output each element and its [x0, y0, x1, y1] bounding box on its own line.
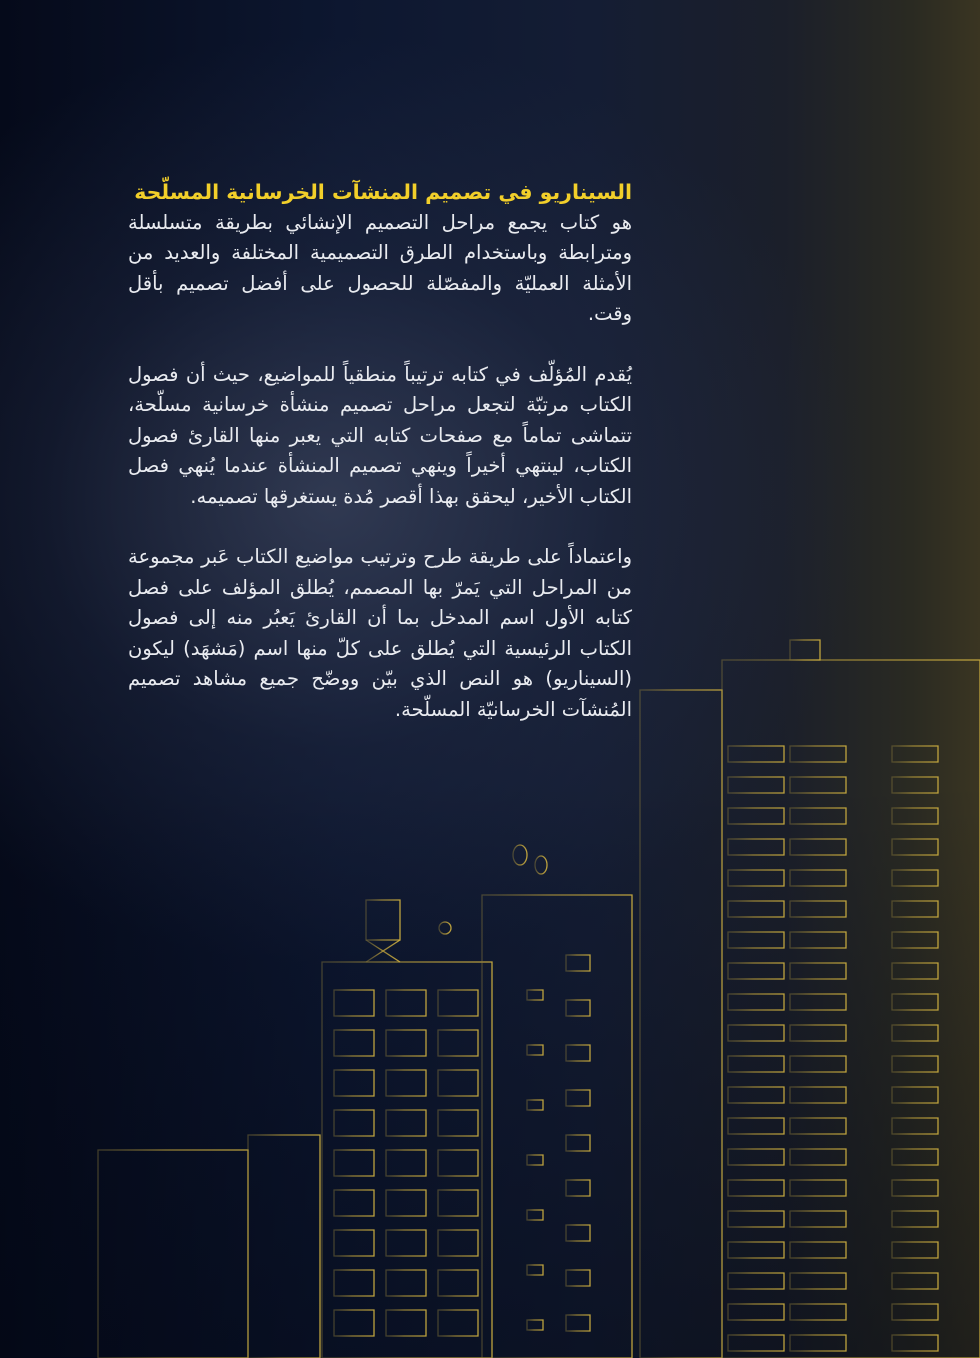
mid-building-window: [438, 1030, 478, 1056]
mid-building-window: [438, 1310, 478, 1336]
tower-middle-window: [566, 1180, 590, 1196]
tower-middle-window: [566, 1000, 590, 1016]
low-building-annex: [248, 1135, 320, 1358]
mid-building-window: [386, 1030, 426, 1056]
tall-tower: [722, 660, 980, 1358]
mid-building-window: [386, 1110, 426, 1136]
tower-middle-window: [566, 1315, 590, 1331]
mid-building-window: [334, 1150, 374, 1176]
tower-middle-window: [566, 1225, 590, 1241]
tower-middle-small-window: [527, 1155, 543, 1165]
tower-middle: [482, 895, 632, 1358]
mid-building-window: [334, 1030, 374, 1056]
paragraph-structure: يُقدم المُؤلّف في كتابه ترتيباً منطقياً للمواضيع، حيث أن فصول الكتاب مرتبّة لتجعل مراحل تصميم منشأة خرسانية مسلّحة، تتماشى تماماً مع صفحات كتابه التي يعبر منها القارئ فصول الكتاب، لينتهي أخيراً وينهي تصميم المنشأة عندما يُنهي فصل الكتاب الأخير، ليحقق بهذا أقصر مُدة يستغرقها تصميمه.: [128, 362, 632, 508]
mid-building-window: [386, 1070, 426, 1096]
mid-building-window: [438, 1270, 478, 1296]
mid-building-window: [334, 1270, 374, 1296]
mid-building-window: [438, 1190, 478, 1216]
tower-middle-window: [566, 1135, 590, 1151]
tower-middle-small-window: [527, 990, 543, 1000]
mid-building-window: [334, 1310, 374, 1336]
paragraph-scenario: واعتماداً على طريقة طرح وترتيب مواضيع الكتاب عَبر مجموعة من المراحل التي يَمرّ بها المصمم، يُطلق المؤلف على فصل كتابه الأول اسم المدخل بما أن القارئ يَعبُر منه إلى فصول الكتاب الرئيسية التي يُطلق على كلّ منها اسم (مَشهَد) ليكون (السيناريو) هو النص الذي بيّن ووضّح جميع مشاهد تصميم المُنشآت الخرسانيّة المسلّحة.: [128, 545, 632, 721]
low-building-left: [98, 1150, 248, 1358]
mid-building-window: [386, 1230, 426, 1256]
tower-middle-window: [566, 1045, 590, 1061]
mid-building-window: [438, 1150, 478, 1176]
water-tower-tank: [366, 900, 400, 940]
mid-building-window: [334, 1070, 374, 1096]
tower-middle-small-window: [527, 1100, 543, 1110]
mid-building-window: [438, 990, 478, 1016]
mid-building-window: [386, 1310, 426, 1336]
book-title: السيناريو في تصميم المنشآت الخرسانية المسلّحة: [134, 180, 632, 204]
mid-building-window: [334, 990, 374, 1016]
tower-middle-small-window: [527, 1265, 543, 1275]
mid-building-window: [386, 990, 426, 1016]
paragraph-intro: هو كتاب يجمع مراحل التصميم الإنشائي بطريقة متسلسلة ومترابطة وباستخدام الطرق التصميمية المختلفة والعديد من الأمثلة العمليّة والمفصّلة للحصول على أفضل تصميم بأقل وقت.: [128, 210, 632, 325]
mid-building-window: [386, 1190, 426, 1216]
mid-building-window: [334, 1110, 374, 1136]
tall-tower-side-wing: [640, 690, 722, 1358]
antenna-dish-3: [535, 856, 547, 874]
mid-building-window: [438, 1230, 478, 1256]
mid-building-window: [386, 1150, 426, 1176]
tall-tower-roof-box: [790, 640, 820, 660]
mid-building-window: [334, 1230, 374, 1256]
mid-building-window: [438, 1070, 478, 1096]
tower-middle-small-window: [527, 1320, 543, 1330]
tower-middle-small-window: [527, 1210, 543, 1220]
mid-building-window: [386, 1270, 426, 1296]
description-text-block: [128, 177, 632, 755]
antenna-dish-2: [513, 845, 527, 865]
tower-middle-window: [566, 1090, 590, 1106]
mid-building-window: [334, 1190, 374, 1216]
mid-building-window: [438, 1110, 478, 1136]
tower-middle-small-window: [527, 1045, 543, 1055]
tower-middle-window: [566, 1270, 590, 1286]
tower-middle-window: [566, 955, 590, 971]
antenna-dish-1: [439, 922, 451, 934]
